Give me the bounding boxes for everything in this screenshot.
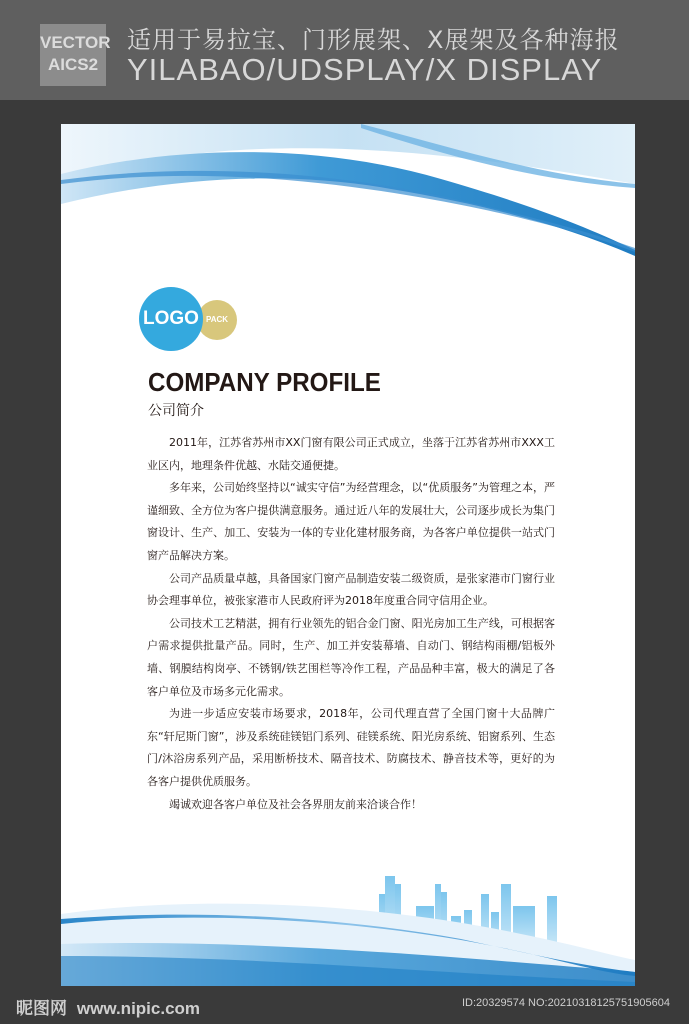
logo-circle (139, 287, 203, 351)
pack-text: PACK (205, 315, 229, 324)
site-url[interactable]: www.nipic.com (76, 999, 201, 1018)
top-banner (0, 0, 689, 100)
paragraph: 为进一步适应安装市场要求，2018年，公司代理直营了全国门窗十大品牌广东“轩尼斯门窗”，涉及系统硅镁铝门系列、硅镁系统、阳光房系统、铝窗系列、生态门/沐浴房系列产品，采用断桥技术、隔音技术、防腐技术、静音技术等，更好的为各客户提供优质服务。 (147, 707, 555, 788)
badge-line-2: AICS2 (47, 55, 99, 74)
image-id: ID:20329574 NO:20210318125751905604 (462, 997, 670, 1009)
title-chinese: 公司简介 (148, 403, 204, 419)
brand-name: 昵图网 (16, 999, 67, 1019)
footer-brand (16, 994, 200, 1019)
logo-text: LOGO (143, 308, 199, 329)
vector-badge (40, 24, 111, 86)
badge-line-1: VECTOR (40, 33, 111, 52)
pack-circle (197, 300, 237, 340)
header-title-en: YILABAO/UDSPLAY/X DISPLAY (127, 52, 603, 87)
paragraph: 公司技术工艺精湛，拥有行业领先的铝合金门窗、阳光房加工生产线，可根据客户需求提供批量产品。同时，生产、加工并安装幕墙、自动门、钢结构雨棚/铝板外墙、钢膜结构岗亭、不锈钢/铁艺围栏等冷作工程，产品品种丰富，极大的满足了各客户单位及市场多元化需求。 (147, 616, 555, 698)
header-title-cn: 适用于易拉宝、门形展架、X展架及各种海报 (127, 26, 620, 54)
poster-sheet (61, 124, 635, 986)
paragraph: 竭诚欢迎各客户单位及社会各界朋友前来洽谈合作！ (169, 797, 422, 811)
title-english: COMPANY PROFILE (148, 367, 381, 397)
paragraph: 2011年，江苏省苏州市XX门窗有限公司正式成立，坐落于江苏省苏州市XXX工业区内，地理条件优越、水陆交通便捷。 (147, 436, 555, 472)
profile-body (147, 432, 555, 816)
paragraph: 公司产品质量卓越，具备国家门窗产品制造安装二级资质，是张家港市门窗行业协会理事单位，被张家港市人民政府评为2018年度重合同守信用企业。 (147, 571, 555, 608)
paragraph: 多年来，公司始终坚持以“诚实守信”为经营理念，以“优质服务”为管理之本，严谨细致、全方位为客户提供满意服务。通过近八年的发展壮大，公司逐步成长为集门窗设计、生产、加工、安装为一体的专业化建材服务商，为各客户单位提供一站式门窗产品解决方案。 (147, 481, 555, 562)
